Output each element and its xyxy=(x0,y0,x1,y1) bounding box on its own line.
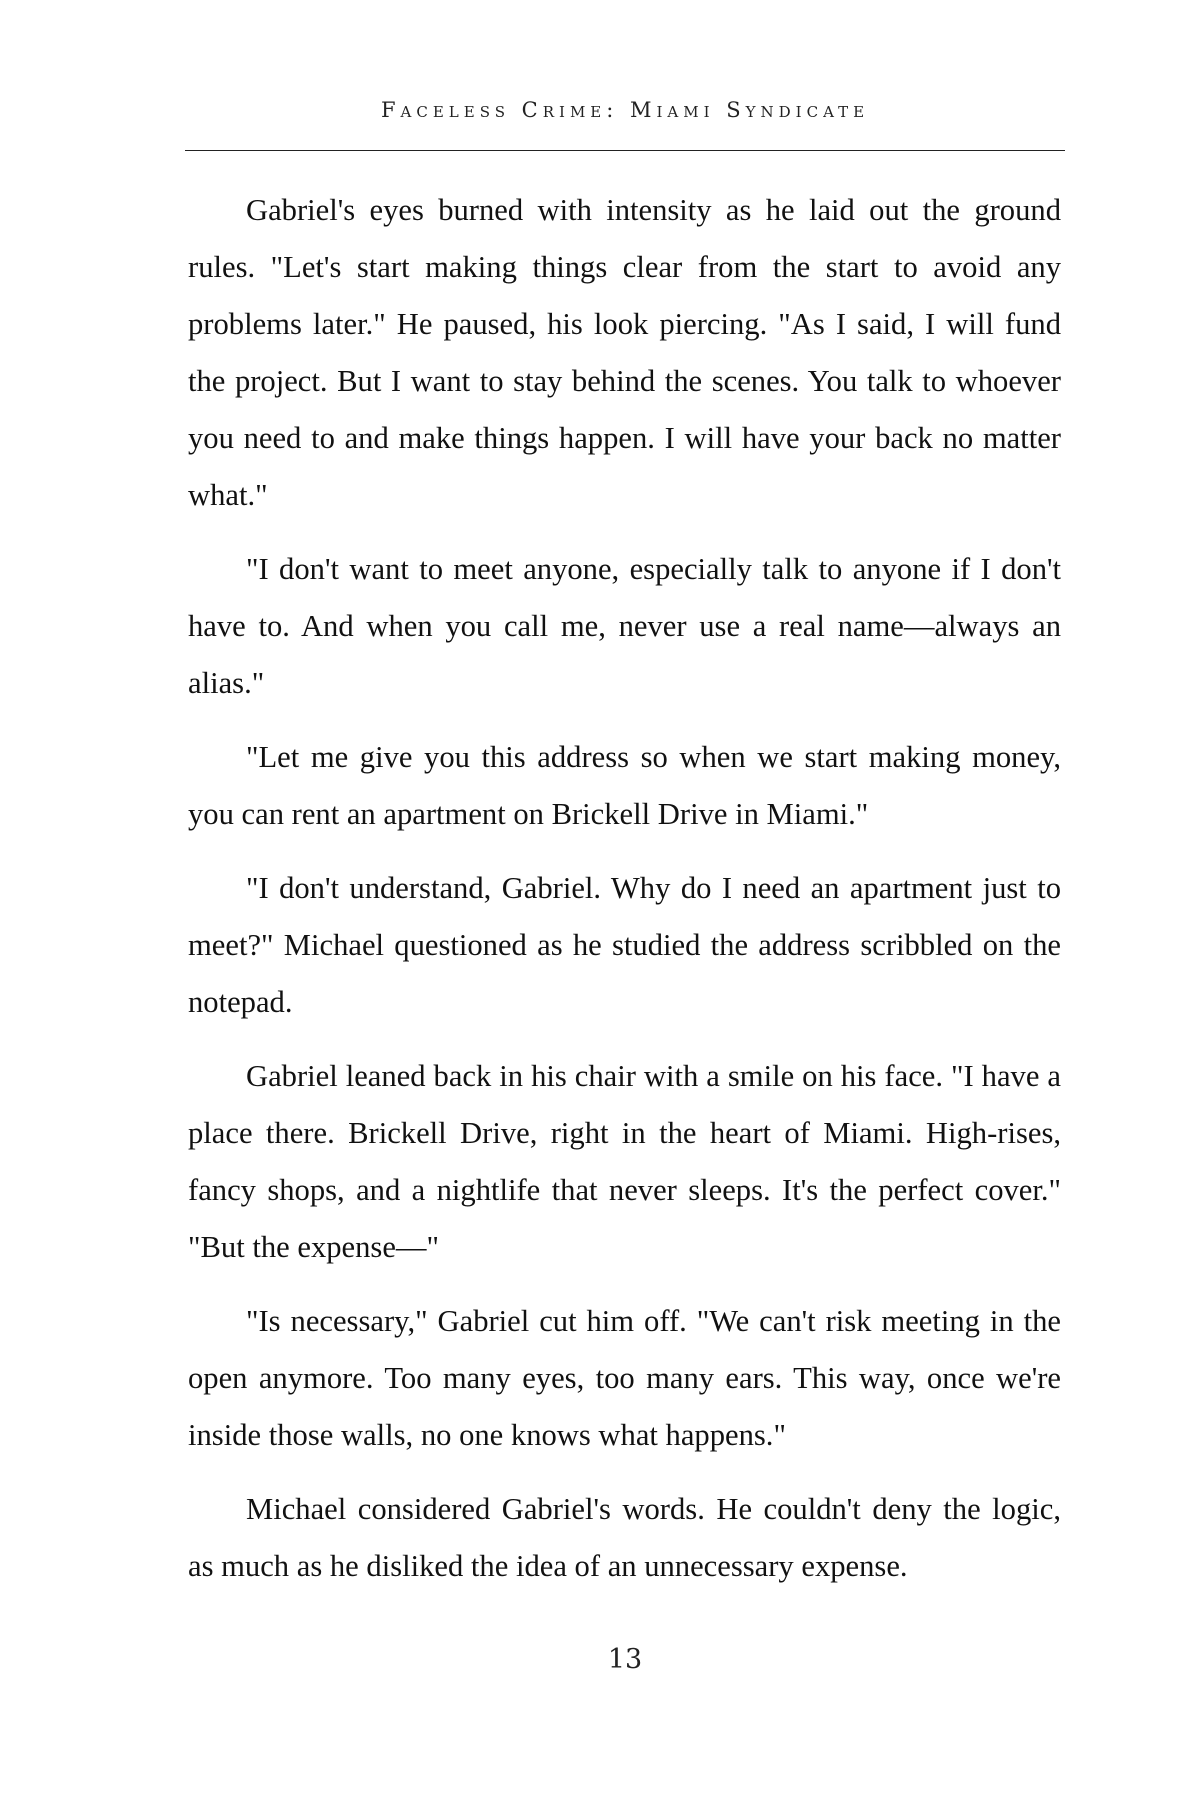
body-text xyxy=(188,182,1061,1612)
running-header-title: Faceless Crime: Miami Syndicate xyxy=(380,98,870,122)
paragraph-7: Michael considered Gabriel's words. He couldn't deny the logic, as much as he disliked the idea of an unnecessary expense. xyxy=(188,1492,1061,1583)
paragraph-5: Gabriel leaned back in his chair with a smile on his face. "I have a place there. Brickell Drive, right in the heart of Miami. High-rises, fancy shops, and a nightlife that never sleeps. It's the perfect cover." "But the expense—" xyxy=(188,1059,1061,1264)
paragraph-4: "I don't understand, Gabriel. Why do I need an apartment just to meet?" Michael questioned as he studied the address scribbled on the notepad. xyxy=(188,871,1061,1019)
paragraph-2: "I don't want to meet anyone, especially talk to anyone if I don't have to. And when you call me, never use a real name—always an alias." xyxy=(188,552,1061,700)
page-number: 13 xyxy=(607,1644,643,1675)
paragraph-3: "Let me give you this address so when we start making money, you can rent an apartment on Brickell Drive in Miami." xyxy=(188,740,1061,831)
header-rule xyxy=(185,150,1065,151)
paragraph-1: Gabriel's eyes burned with intensity as he laid out the ground rules. "Let's start making things clear from the start to avoid any problems later." He paused, his look piercing. "As I said, I will fund the project. But I want to stay behind the scenes. You talk to whoever you need to and make things happen. I will have your back no matter what." xyxy=(188,193,1061,512)
paragraph-6: "Is necessary," Gabriel cut him off. "We can't risk meeting in the open anymore. Too many eyes, too many ears. This way, once we're inside those walls, no one knows what happens." xyxy=(188,1304,1061,1452)
